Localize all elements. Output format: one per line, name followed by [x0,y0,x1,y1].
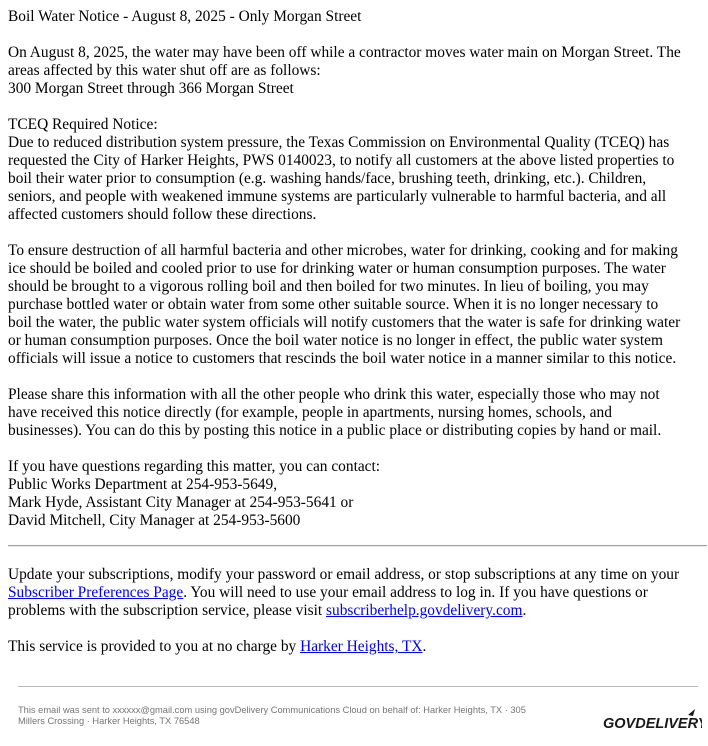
share-line: businesses). You can do this by posting this notice in a public place or distributing copies by hand or mail. [8,422,662,439]
tceq-line: affected customers should follow these directions. [8,206,317,223]
subscription-text: . You will need to use your email address to log in. If you have questions or [183,584,648,601]
subscription-line [8,584,708,602]
share-line: have received this notice directly (for example, people in apartments, nursing homes, schools, and [8,404,612,421]
charge-text: This service is provided to you at no charge by [8,638,301,655]
instructions-paragraph [8,242,708,368]
govdelivery-logo-arrow-icon [688,709,695,716]
footer-divider [18,686,698,687]
spacer [8,368,708,386]
email-body [8,8,708,530]
charge-text: . [422,638,427,655]
charge-line [8,638,708,656]
footer-line: Millers Crossing · Harker Heights, TX 76548 [18,716,200,726]
contact-line: Mark Hyde, Assistant City Manager at 254-953-5641 or [8,494,354,511]
tceq-line: Due to reduced distribution system pressure, the Texas Commission on Environmental Quality (TCEQ) has [8,134,670,151]
spacer [8,440,708,458]
subscription-line [8,602,708,620]
intro-line: 300 Morgan Street through 366 Morgan Street [8,80,294,97]
govdelivery-logo[interactable] [602,706,702,736]
section-divider [8,545,707,547]
harker-heights-link[interactable]: Harker Heights, TX [300,638,423,655]
subscription-text: . [522,602,527,619]
instructions-line: To ensure destruction of all harmful bacteria and other microbes, water for drinking, cooking and for making [8,242,678,259]
govdelivery-logo-text: GOVDELIVERY [603,716,702,732]
contact-paragraph [8,458,708,530]
tceq-paragraph [8,116,708,224]
subscription-line: Update your subscriptions, modify your password or email address, or stop subscriptions at any time on your [8,566,680,583]
subscription-section [8,566,708,656]
instructions-line: or human consumption purposes. Once the boil water notice is no longer in effect, the public water system [8,332,663,349]
tceq-line: requested the City of Harker Heights, PWS 0140023, to notify all customers at the above listed properties to [8,152,675,169]
intro-line: areas affected by this water shut off are as follows: [8,62,321,79]
instructions-line: ice should be boiled and cooled prior to use for drinking water or human consumption purposes. The water [8,260,666,277]
tceq-line: TCEQ Required Notice: [8,116,158,133]
instructions-line: officials will issue a notice to customers that rescinds the boil water notice in a manner similar to this notice. [8,350,677,367]
contact-line: David Mitchell, City Manager at 254-953-5600 [8,512,301,529]
contact-line: If you have questions regarding this matter, you can contact: [8,458,381,475]
spacer [8,224,708,242]
intro-paragraph [8,44,708,98]
subscription-text: problems with the subscription service, please visit [8,602,327,619]
contact-line: Public Works Department at 254-953-5649, [8,476,278,493]
spacer [8,620,708,638]
footer-line: This email was sent to xxxxxx@gmail.com using govDelivery Communications Cloud on behalf of: Harker Heights, TX · 305 [18,705,526,715]
instructions-line: purchase bottled water or obtain water from some other suitable source. When it is no longer necessary to [8,296,659,313]
instructions-line: should be brought to a vigorous rolling boil and then boiled for two minutes. In lieu of boiling, you may [8,278,649,295]
share-paragraph [8,386,708,440]
share-line: Please share this information with all the other people who drink this water, especially those who may not [8,386,660,403]
tceq-line: seniors, and people with weakened immune systems are particularly vulnerable to harmful bacteria, and all [8,188,667,205]
subscriber-preferences-link[interactable]: Subscriber Preferences Page [8,584,184,601]
charge-paragraph [8,638,708,656]
intro-line: On August 8, 2025, the water may have been off while a contractor moves water main on Morgan Street. The [8,44,681,61]
govdelivery-logo-graphic [602,706,702,736]
notice-title: Boil Water Notice - August 8, 2025 - Only Morgan Street [8,8,362,25]
subscription-paragraph [8,566,708,620]
spacer [8,26,708,44]
subscriber-help-link[interactable]: subscriberhelp.govdelivery.com [326,602,523,619]
tceq-line: boil their water prior to consumption (e.g. washing hands/face, brushing teeth, drinking, etc.). Children, [8,170,647,187]
footer-info [18,705,578,727]
instructions-line: boil the water, the public water system officials will notify customers that the water is safe for drinking water [8,314,681,331]
spacer [8,98,708,116]
